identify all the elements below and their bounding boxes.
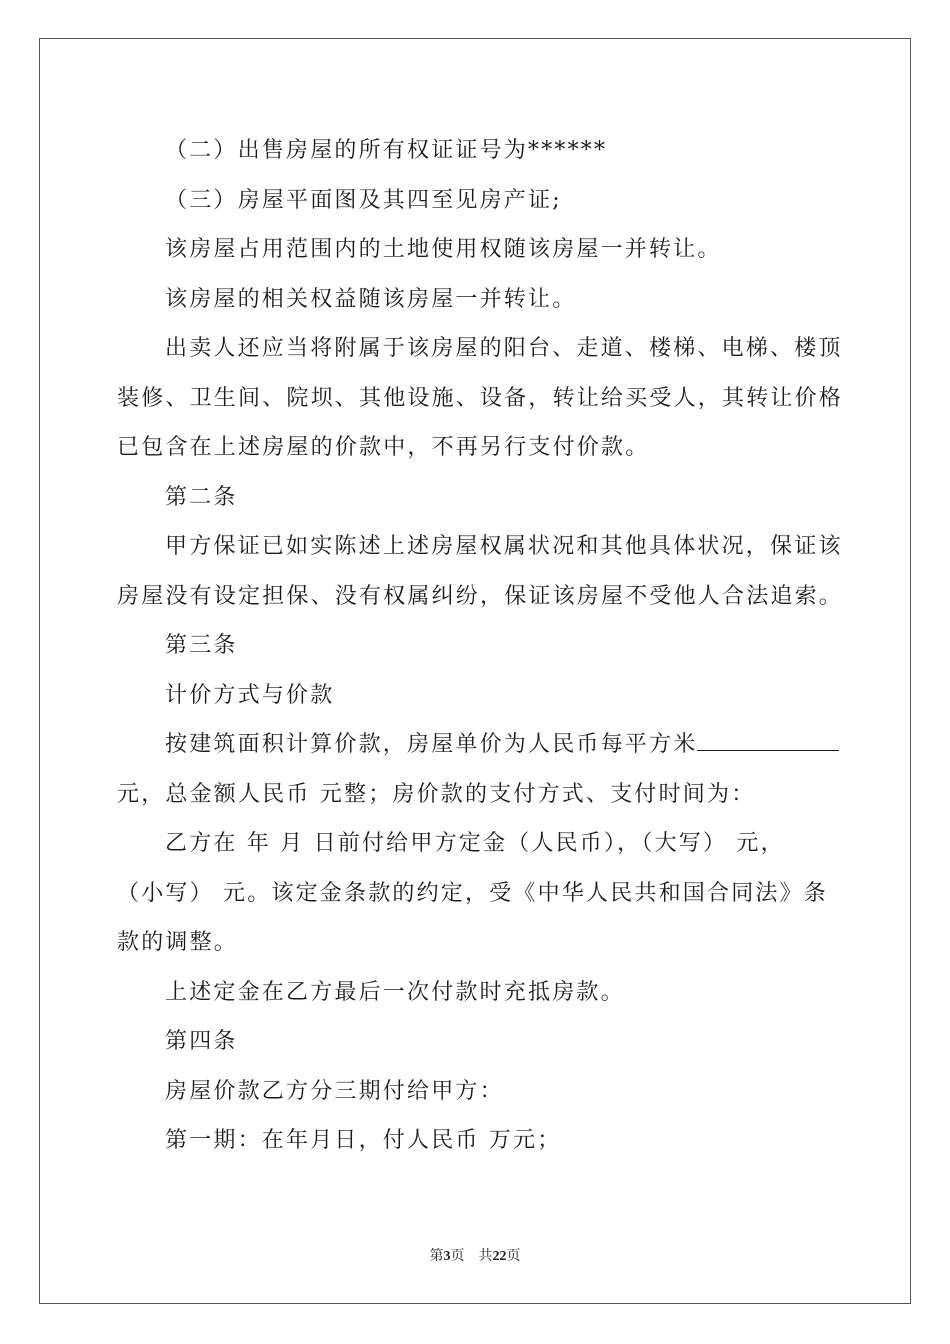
paragraph-line: 乙方在 年 月 日前付给甲方定金（人民币），（大写） 元， [165,831,785,856]
paragraph-line: 房屋没有设定担保、没有权属纠纷，保证该房屋不受他人合法追索。 [117,583,844,609]
total-pages: 22 [492,1249,507,1264]
total-label-prefix: 共 [478,1249,493,1264]
paragraph-line: 上述定金在乙方最后一次付款时充抵房款。 [165,979,625,1005]
paragraph-line [117,720,837,770]
paragraph-line: （三）房屋平面图及其四至见房产证; [165,187,562,213]
paragraph-text: 按建筑面积计算价款，房屋单价为人民币每平方米 [165,732,698,757]
page-footer [0,1245,950,1265]
section-heading: 计价方式与价款 [165,682,335,708]
paragraph-line: 甲方保证已如实陈述上述房屋权属状况和其他具体状况，保证该 [165,534,843,559]
paragraph-line: （二）出售房屋的所有权证证号为****** [165,138,608,163]
fill-in-blank [697,728,839,751]
paragraph-line: 该房屋占用范围内的土地使用权随该房屋一并转让。 [165,237,722,262]
document-body [117,126,844,1166]
total-label-suffix: 页 [506,1249,521,1264]
paragraph-line: 款的调整。 [117,930,239,955]
paragraph-line: 已包含在上述房屋的价款中，不再另行支付价款。 [117,435,650,460]
paragraph-line: 第一期：在年月日，付人民币 万元； [165,1128,562,1153]
article-heading: 第三条 [165,633,238,658]
article-heading: 第二条 [165,484,238,510]
paragraph-line: 装修、卫生间、院坝、其他设施、设备，转让给买受人，其转让价格 [117,385,844,411]
page-number: 3 [443,1249,451,1264]
paragraph-line: （小写） 元。该定金条款的约定，受《中华人民共和国合同法》条 [117,880,828,906]
paragraph-line: 房屋价款乙方分三期付给甲方： [165,1078,504,1104]
page-label-suffix: 页 [450,1249,465,1264]
paragraph-line: 出卖人还应当将附属于该房屋的阳台、走道、楼梯、电梯、楼顶 [165,336,843,361]
paragraph-line: 该房屋的相关权益随该房屋一并转让。 [165,286,577,312]
paragraph-line: 元，总金额人民币 元整；房价款的支付方式、支付时间为： [117,781,756,807]
page-label-prefix: 第 [429,1249,444,1264]
article-heading: 第四条 [165,1029,238,1054]
